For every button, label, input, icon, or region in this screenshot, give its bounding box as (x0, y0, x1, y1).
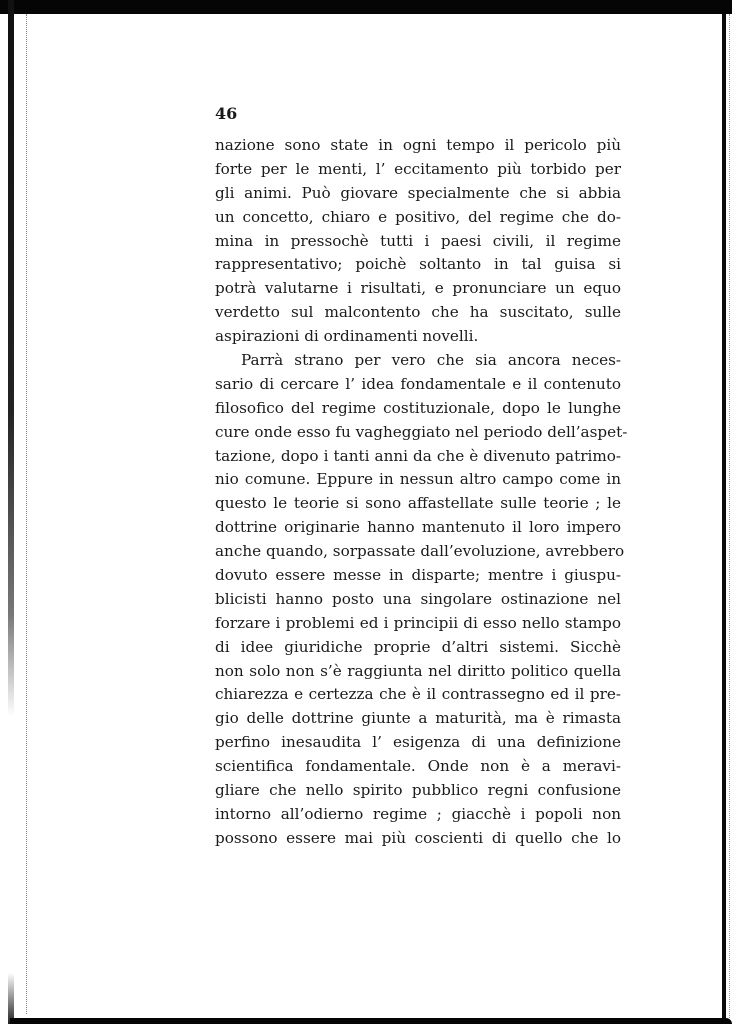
body-text (215, 134, 628, 851)
text-line: non solo non s’è raggiunta nel diritto politico quella (215, 661, 621, 680)
text-line: verdetto sul malcontento che ha suscitato, sulle (215, 303, 621, 322)
text-line: gio delle dottrine giunte a maturità, ma è rimasta (215, 709, 621, 728)
text-line: dottrine originarie hanno mantenuto il loro impero (215, 518, 621, 537)
scan-border-bottom (10, 1018, 732, 1024)
text-line: cure onde esso fu vagheggiato nel periodo dell’aspet- (215, 422, 628, 441)
text-line: forzare i problemi ed i principii di esso nello stampo (215, 613, 621, 632)
text-line: intorno all’odierno regime ; giacchè i popoli non (215, 804, 621, 823)
paragraph-2 (215, 349, 628, 851)
text-line: gliare che nello spirito pubblico regni confusione (215, 781, 621, 800)
text-line: aspirazioni di ordinamenti novelli. (215, 327, 479, 346)
text-line: sario di cercare l’ idea fondamentale e il contenuto (215, 374, 621, 393)
text-line: mina in pressochè tutti i paesi civili, il regime (215, 231, 621, 250)
scan-edge-left-dots (26, 14, 28, 1014)
scan-border-right (722, 14, 726, 1018)
text-line: blicisti hanno posto una singolare ostinazione nel (215, 589, 621, 608)
text-line: Parrà strano per vero che sia ancora neces- (241, 351, 621, 370)
text-line: anche quando, sorpassate dall’evoluzione, avrebbero (215, 542, 625, 561)
text-line: perfino inesaudita l’ esigenza di una definizione (215, 733, 621, 752)
text-line: nio comune. Eppure in nessun altro campo come in (215, 470, 621, 489)
page-number: 46 (215, 104, 238, 123)
text-line: questo le teorie si sono affastellate sulle teorie ; le (215, 494, 621, 513)
paragraph-1 (215, 134, 621, 349)
text-line: chiarezza e certezza che è il contrassegno ed il pre- (215, 685, 621, 704)
text-line: potrà valutarne i risultati, e pronunciare un equo (215, 279, 621, 298)
text-line: rappresentativo; poichè soltanto in tal guisa si (215, 255, 621, 274)
text-line: un concetto, chiaro e positivo, del regime che do- (215, 207, 621, 226)
text-line: di idee giuridiche proprie d’altri sistemi. Sicchè (215, 637, 621, 656)
text-line: dovuto essere messe in disparte; mentre i giuspu- (215, 566, 621, 585)
text-line: scientifica fondamentale. Onde non è a meravi- (215, 757, 621, 776)
text-line: forte per le menti, l’ eccitamento più torbido per (215, 159, 621, 178)
scan-border-left (8, 0, 14, 1024)
text-line: possono essere mai più coscienti di quello che lo (215, 828, 621, 847)
text-line: gli animi. Può giovare specialmente che si abbia (215, 183, 621, 202)
text-line: tazione, dopo i tanti anni da che è divenuto patrimo- (215, 446, 621, 465)
text-line: nazione sono state in ogni tempo il pericolo più (215, 136, 621, 154)
scan-border-top (0, 0, 732, 14)
text-line: filosofico del regime costituzionale, dopo le lunghe (215, 398, 621, 417)
